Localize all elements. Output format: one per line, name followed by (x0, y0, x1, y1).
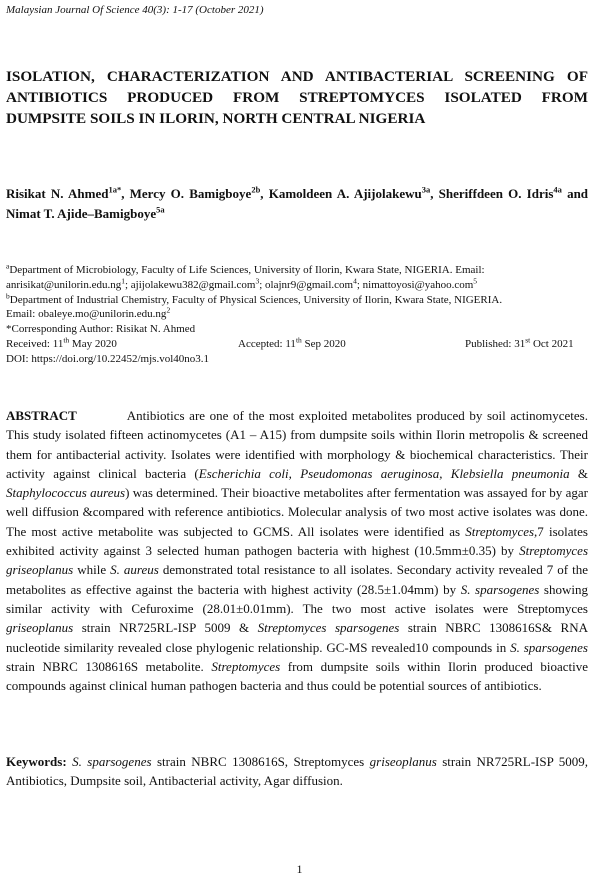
email-separator: ; (356, 278, 363, 291)
text-segment: Antibiotics are one of the most exploited metabolites produced by soil actinomycetes. This study isolated fifteen actinomycetes (A1 – A15) from dumpsite soils within Ilorin metropolis & screened them for antibacterial activity. Isolates were identified with morphology & biochemical characteristics. Their activity against clinical bacteria ( (6, 408, 588, 481)
corresponding-author: *Corresponding Author: Risikat N. Ahmed (6, 323, 196, 336)
author-affiliation-mark: 4a (553, 184, 562, 195)
keywords-heading: Keywords: (6, 754, 67, 769)
journal-header: Malaysian Journal Of Science 40(3): 1-17 (October 2021) (6, 4, 264, 16)
email-link[interactable]: anrisikat@unilorin.edu.ng (6, 278, 122, 291)
author-list (6, 184, 588, 224)
italic-text: Escherichia coli, Pseudomonas aeruginosa, Klebsiella pneumonia (198, 465, 570, 481)
email-author-mark: 4 (353, 276, 357, 286)
text-segment: strain NR725RL-ISP 5009 (436, 754, 585, 769)
email-author-mark: 1 (121, 276, 125, 286)
affiliation-b: $^b$Department of Industrial Chemistry, Faculty of Physical Sciences, University of Ilorin, Kwara State, NIGERIA. (6, 290, 503, 306)
affiliation-b-email: Email: $obaleye.mo@unilorin.edu.ng^2$ (6, 305, 171, 321)
doi-link[interactable]: DOI: https://doi.org/10.22452/mjs.vol40no3.1 (6, 352, 210, 365)
italic-text: griseoplanus (6, 620, 74, 636)
author-affiliation-mark: 2b (251, 184, 261, 195)
accepted-date: Accepted: 11th Sep 2020 (238, 335, 346, 350)
italic-text: Streptomyces (211, 658, 281, 674)
abstract (6, 406, 588, 695)
text-segment: strain NBRC 1308616S, Streptomyces (151, 754, 370, 769)
email-link[interactable]: ajijolakewu382@gmail.com (130, 278, 256, 291)
email-link[interactable]: nimattoyosi@yahoo.com (362, 278, 474, 291)
text-segment: Antibiotics, Dumpsite soil, Antibacterial activity, Agar diffusion. (6, 773, 343, 789)
email-link[interactable]: olajnr9@gmail.com (265, 278, 354, 291)
author-affiliation-mark: 3a (421, 184, 431, 195)
text-segment: ) was determined. Their bioactive metabolites after fermentation was assayed for by agar well diffusion &compared with reference antibiotics. Molecular analysis of two most active isolates was done. The most active metabolite was subjected to GCMS. All isolates were identified as (6, 485, 588, 539)
text-segment: strain NBRC 1308616S& RNA nucleotide similarity revealed close phylogenic relationship. GC-MS revealed10 compounds in (6, 620, 588, 655)
italic-text: Streptomyces griseoplanus (6, 543, 588, 578)
text-segment: demonstrated total resistance to all isolates. Secondary activity revealed 7 of the metabolites as effective against the bacteria with highest activity (28.5±1.04mm) by (6, 562, 589, 597)
email-link[interactable]: obaleye.mo@unilorin.edu.ng (38, 308, 167, 321)
author-name: Nimat T. Ajide–Bamigboye (6, 206, 157, 221)
author-separator: , (121, 186, 130, 201)
italic-text: Streptomyces sparsogenes (257, 620, 400, 636)
italic-text: S. aureus (110, 562, 159, 578)
author-name: Mercy O. Bamigboye (129, 186, 252, 201)
author-emails (6, 278, 591, 293)
italic-text: Staphylococcus aureus (6, 485, 126, 501)
email-author-mark: 5 (473, 276, 478, 286)
text-segment: while (73, 562, 111, 578)
text-segment: 7 isolates exhibited activity against 3 selected human pathogen bacteria with highest (10.5mm±0.35) by (6, 523, 588, 559)
author-separator: , (260, 186, 269, 201)
italic-text: S. sparsogenes (72, 754, 152, 769)
italic-text: , (584, 754, 589, 769)
text-segment: from dumpsite soils within Ilorin produced bioactive compounds against clinical human pathogen bacteria and thus could be potential sources of antibiotics. (6, 658, 588, 694)
email-author-mark: 3 (255, 276, 260, 286)
email-separator: ; (259, 278, 266, 291)
italic-text: griseoplanus (369, 754, 437, 769)
text-segment: strain NBRC 1308616S metabolite. (6, 658, 212, 674)
author-affiliation-mark: 5a (156, 204, 165, 215)
page-number: 1 (296, 862, 303, 876)
paper-title: ISOLATION, CHARACTERIZATION AND ANTIBACTERIAL SCREENING OF ANTIBIOTICS PRODUCED FROM STREPTOMYCES ISOLATED FROM DUMPSITE SOILS IN ILORIN, NORTH CENTRAL NIGERIA (6, 68, 588, 127)
author-separator: , (430, 186, 439, 201)
italic-text: S. sparsogenes (510, 639, 588, 655)
italic-text: Streptomyces, (465, 523, 538, 539)
author-name: Risikat N. Ahmed (6, 186, 109, 201)
published-date: Published: 31st Oct 2021 (465, 335, 574, 350)
affiliation-a: $^a$Department of Microbiology, Faculty of Life Sciences, University of Ilorin, Kwara State, NIGERIA. Email: (6, 261, 485, 276)
italic-text: S. sparsogenes (460, 581, 540, 597)
email-separator: ; (124, 278, 131, 291)
author-affiliation-mark: 1a* (108, 184, 122, 195)
keywords (6, 752, 588, 791)
text-segment: showing similar activity with Cefuroxime (28.01±0.01mm). The two most active isolates were Streptomyces (6, 581, 588, 616)
dates-row (6, 337, 591, 352)
affiliations-block (6, 263, 591, 367)
abstract-heading: ABSTRACT (6, 408, 77, 423)
author-separator: and (561, 186, 589, 201)
text-segment: strain NR725RL-ISP 5009 & (73, 620, 258, 636)
received-date: Received: 11th May 2020 (6, 335, 117, 350)
author-name: Sheriffdeen O. Idris (438, 186, 554, 201)
author-name: Kamoldeen A. Ajijolakewu (268, 186, 422, 201)
text-segment: & (569, 465, 588, 481)
